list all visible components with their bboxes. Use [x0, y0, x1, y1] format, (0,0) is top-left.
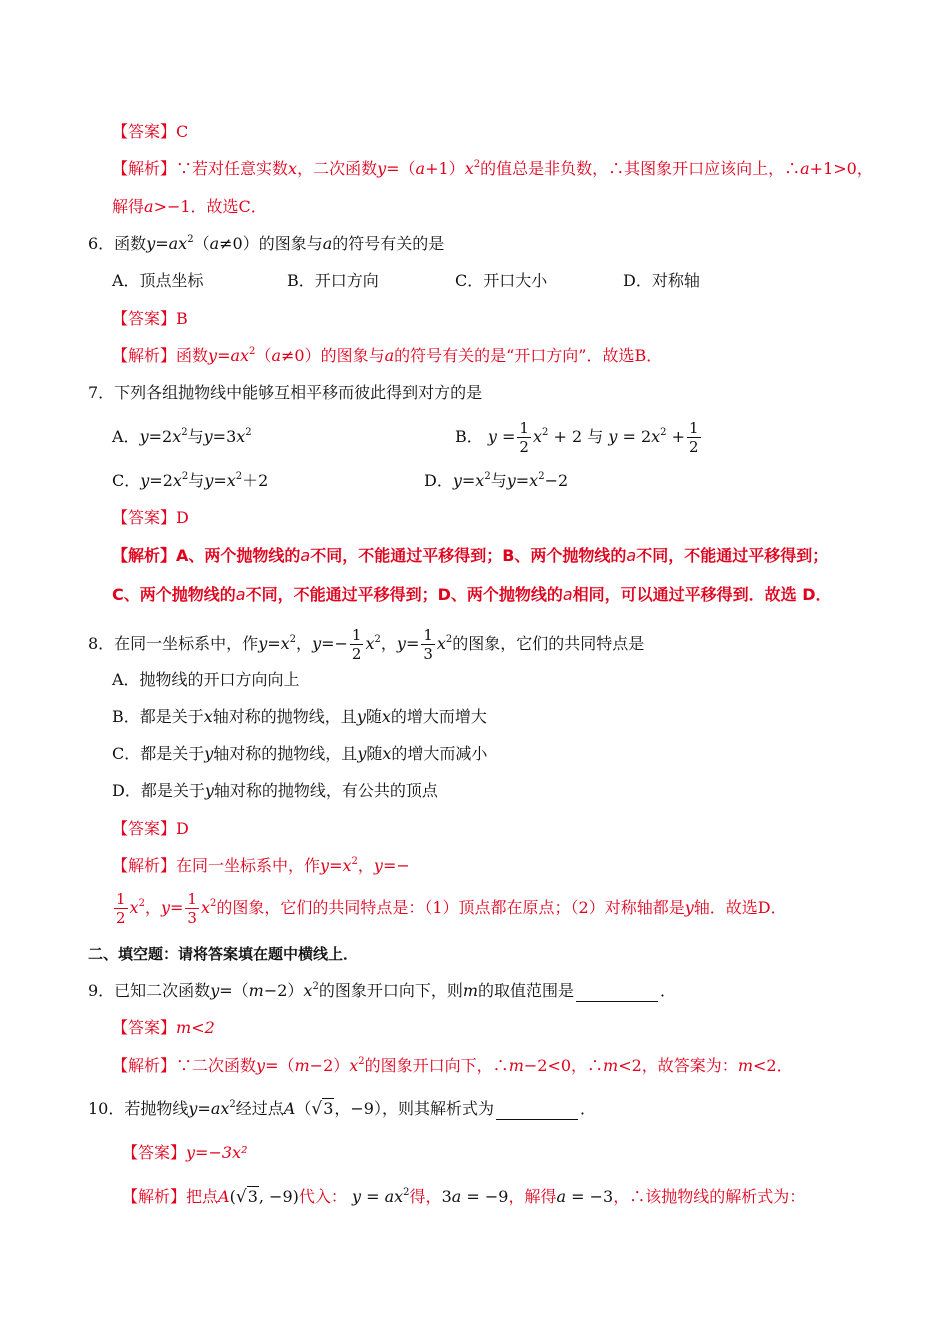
fraction-third: $\frac{1}{3}$ — [187, 890, 197, 927]
q9-answer-line: 【答案】m<2 — [112, 1018, 215, 1037]
answer-value: C — [176, 122, 189, 141]
answer-blank[interactable] — [496, 1103, 578, 1120]
q8-option-c: C．都是关于y轴对称的抛物线，且y随x的增大而减小 — [112, 744, 488, 763]
q5-answer-line — [112, 121, 188, 143]
sqrt-3: √3 — [311, 1099, 334, 1119]
q9-stem: 9．已知二次函数$y=(m-2)x^2$的图象开口向下，则m的取值范围是 ． — [88, 981, 677, 1000]
q7-analysis-line-1: 【解析】A、两个抛物线的a不同，不能通过平移得到；B、两个抛物线的a不同，不能通过平移得到； — [112, 546, 829, 565]
fraction-third: $\frac{1}{3}$ — [423, 626, 433, 663]
q7-option-c: C．$y=2x^2$与$y=x^2+2$ — [112, 471, 269, 490]
q6-option-d: D．对称轴 — [623, 271, 700, 290]
fraction-half: $\frac{1}{2}$ — [116, 890, 126, 927]
q6-answer-line: 【答案】B — [112, 309, 188, 328]
analysis-label: 【解析】 — [112, 159, 177, 178]
q5-analysis-line-1: 【解析】∵若对任意实数x，二次函数$y=(a+1)x^2$的值总是非负数，∴其图象开口应该向上，∴a+1>0， — [112, 159, 873, 178]
q10-stem: 10．若抛物线$y=ax^2$经过点A（√3，−9），则其解析式为 ． — [88, 1099, 596, 1119]
answer-label: 【答案】 — [112, 122, 177, 141]
q8-option-b: B．都是关于x轴对称的抛物线，且y随x的增大而增大 — [112, 707, 487, 726]
q7-answer-line: 【答案】D — [112, 508, 189, 527]
q8-option-d: D．都是关于y轴对称的抛物线，有公共的顶点 — [112, 781, 438, 800]
q7-option-b: B． y = $\frac{1}{2}$ $x^2 + 2$ 与 $y = 2x^2$ + $\frac{1}{2}$ — [455, 419, 699, 456]
q6-option-a: A．顶点坐标 — [112, 271, 204, 290]
q7-analysis-line-2: C、两个抛物线的a不同，不能通过平移得到；D、两个抛物线的a相同，可以通过平移得到．故选 D． — [112, 585, 832, 604]
q6-option-c: C．开口大小 — [455, 271, 548, 290]
q6-option-b: B．开口方向 — [287, 271, 379, 290]
q8-option-a: A．抛物线的开口方向向上 — [112, 670, 300, 689]
q9-analysis-line: 【解析】∵二次函数$y=(m-2)x^2$的图象开口向下，∴m−2<0，∴m<2，故答案为：m<2． — [112, 1056, 793, 1075]
sqrt-3: √3 — [235, 1187, 258, 1207]
q7-option-a: A．$y=2x^2$与$y=3x^2$ — [112, 427, 252, 446]
q8-analysis-line-2: $\frac{1}{2}$ $x^2$，y= $\frac{1}{3}$ $x^2$的图象，它们的共同特点是：（1）顶点都在原点；（2）对称轴都是y轴．故选D． — [116, 890, 787, 927]
q8-stem: 8．在同一坐标系中，作$y=x^2$，y=− $\frac{1}{2}$ $x^2$，y= $\frac{1}{3}$ $x^2$的图象，它们的共同特点是 — [88, 626, 645, 663]
fraction-half: $\frac{1}{2}$ — [519, 419, 529, 456]
q6-stem: 6．函数$y=ax^2(a\ne 0)$的图象与a的符号有关的是 — [88, 234, 445, 253]
answer-blank[interactable] — [576, 985, 658, 1002]
q10-analysis-line: 【解析】把点A(√3, −9)代入： $y = ax^2$得，3a = −9，解得a = −3，∴该抛物线的解析式为： — [122, 1187, 806, 1207]
q7-stem: 7．下列各组抛物线中能够互相平移而彼此得到对方的是 — [88, 383, 483, 402]
q6-analysis-line: 【解析】函数$y=ax^2(a\ne 0)$的图象与a的符号有关的是“开口方向”．故选B． — [112, 346, 663, 365]
fraction-half: $\frac{1}{2}$ — [351, 626, 362, 663]
q5-analysis-line-2: 解得a>−1．故选C． — [112, 197, 267, 216]
fraction-half: $\frac{1}{2}$ — [689, 419, 699, 456]
section-2-heading: 二、填空题：请将答案填在题中横线上． — [88, 945, 359, 963]
q7-option-d: D．$y=x^2$与$y=x^2-2$ — [424, 471, 569, 490]
q8-analysis-line-1: 【解析】在同一坐标系中，作$y=x^2$，y=− — [112, 856, 410, 875]
q8-answer-line: 【答案】D — [112, 819, 189, 838]
q10-answer-line: 【答案】y=−3x² — [122, 1143, 248, 1162]
